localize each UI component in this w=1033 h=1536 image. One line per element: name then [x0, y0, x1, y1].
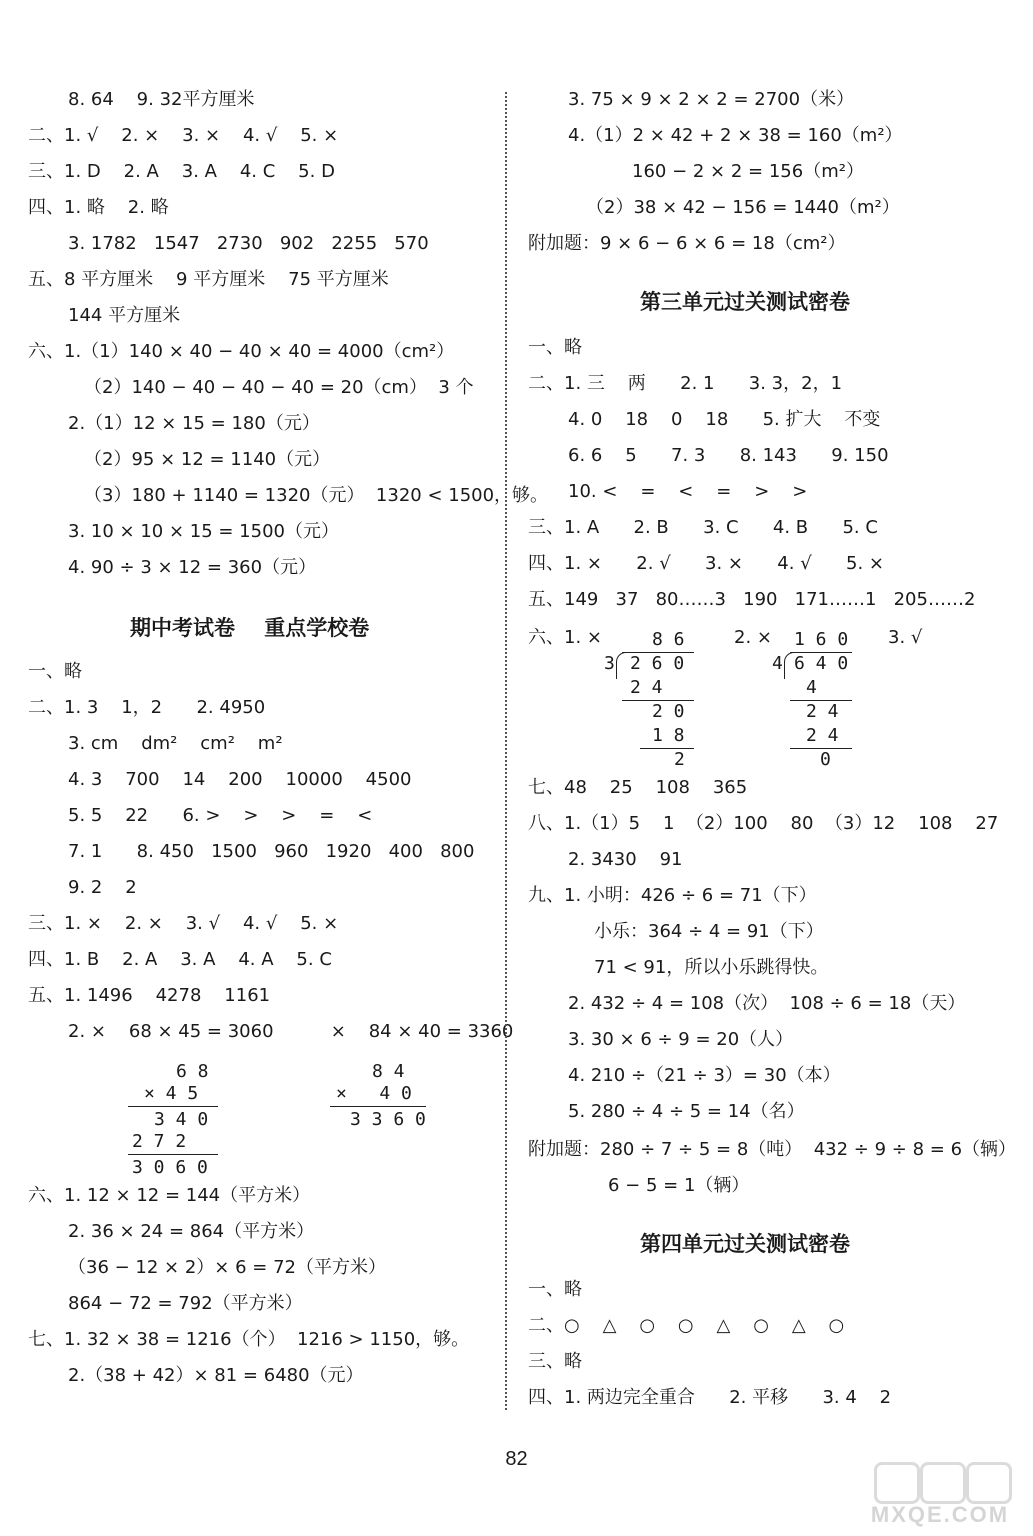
left-line-30: 七、1. 32 × 38 = 1216（个） 1216 > 1150，够。 — [28, 1329, 470, 1350]
div1-sub-2: 1 8 — [652, 725, 685, 746]
right-line-8: 4. 0 18 0 18 5. 扩大 不变 — [568, 409, 881, 430]
right-line-26: 6 − 5 = 1（辆） — [608, 1175, 750, 1196]
right-line-14c: 3. √ — [888, 627, 923, 648]
page-number: 82 — [505, 1448, 528, 1470]
left-line-19: 5. 5 22 6. > > > = < — [68, 805, 373, 826]
right-line-27: 一、略 — [528, 1279, 582, 1300]
div1-divisor: 3 — [604, 653, 615, 674]
right-line-15: 七、48 25 108 365 — [528, 777, 748, 798]
left-line-16: 二、1. 3 1，2 2. 4950 — [28, 697, 266, 718]
div1-remainder: 2 — [674, 749, 685, 770]
left-line-8: 六、1.（1）140 × 40 − 40 × 40 = 4000（cm²） — [28, 341, 455, 362]
div1-quotient: 8 6 — [652, 629, 685, 650]
section-heading-unit3: 第三单元过关测试密卷 — [640, 290, 850, 314]
left-line-9: （2）140 − 40 − 40 − 40 = 20（cm） 3 个 — [84, 377, 474, 398]
left-line-29: 864 − 72 = 792（平方米） — [68, 1293, 303, 1314]
vm1-row-1: 6 8 — [176, 1061, 209, 1082]
left-line-5: 3. 1782 1547 2730 902 2255 570 — [68, 233, 429, 254]
right-line-22: 3. 30 × 6 ÷ 9 = 20（人） — [568, 1029, 794, 1050]
left-line-17: 3. cm dm² cm² m² — [68, 733, 283, 754]
vm1-line-2 — [128, 1154, 218, 1155]
left-line-22: 三、1. × 2. × 3. √ 4. √ 5. × — [28, 913, 339, 934]
right-line-3: 160 − 2 × 2 = 156（m²） — [632, 161, 864, 182]
right-line-17: 2. 3430 91 — [568, 849, 683, 870]
right-line-28: 二、○ △ ○ ○ △ ○ △ ○ — [528, 1315, 845, 1336]
right-line-2: 4.（1）2 × 42 + 2 × 38 = 160（m²） — [568, 125, 903, 146]
div2-rest-1: 2 4 — [806, 701, 839, 722]
left-line-20: 7. 1 8. 450 1500 960 1920 400 800 — [68, 841, 475, 862]
right-line-6: 一、略 — [528, 337, 582, 358]
vm1-row-5: 3 0 6 0 — [132, 1157, 208, 1178]
left-line-24: 五、1. 1496 4278 1161 — [28, 985, 271, 1006]
div2-quotient: 1 6 0 — [794, 629, 849, 650]
right-line-23: 4. 210 ÷（21 ÷ 3）= 30（本） — [568, 1065, 841, 1086]
right-line-1: 3. 75 × 9 × 2 × 2 = 2700（米） — [568, 89, 855, 110]
right-line-10: 10. < = < = > > — [568, 481, 808, 502]
left-line-6: 五、8 平方厘米 9 平方厘米 75 平方厘米 — [28, 269, 389, 290]
right-line-7: 二、1. 三 两 2. 1 3. 3，2，1 — [528, 373, 843, 394]
column-divider — [505, 92, 507, 1410]
right-line-20: 71 < 91，所以小乐跳得快。 — [594, 957, 829, 978]
left-line-26: 六、1. 12 × 12 = 144（平方米） — [28, 1185, 311, 1206]
right-line-21: 2. 432 ÷ 4 = 108（次） 108 ÷ 6 = 18（天） — [568, 993, 966, 1014]
right-line-11: 三、1. A 2. B 3. C 4. B 5. C — [528, 517, 878, 538]
right-line-25: 附加题：280 ÷ 7 ÷ 5 = 8（吨） 432 ÷ 9 ÷ 8 = 6（辆） — [528, 1139, 1017, 1160]
right-line-5: 附加题：9 × 6 − 6 × 6 = 18（cm²） — [528, 233, 846, 254]
div1-dividend: 2 6 0 — [630, 653, 685, 674]
watermark-box-2 — [920, 1462, 966, 1504]
vm2-row-3: 3 3 6 0 — [350, 1109, 426, 1130]
left-line-13: 3. 10 × 10 × 15 = 1500（元） — [68, 521, 339, 542]
right-line-14: 六、1. × — [528, 627, 602, 648]
right-line-4: （2）38 × 42 − 156 = 1440（m²） — [586, 197, 900, 218]
div1-bracket — [616, 652, 627, 679]
watermark-box-1 — [874, 1462, 920, 1504]
div2-sub-2: 2 4 — [806, 725, 839, 746]
left-line-23: 四、1. B 2. A 3. A 4. A 5. C — [28, 949, 332, 970]
watermark-box-3 — [966, 1462, 1012, 1504]
left-line-11: （2）95 × 12 = 1140（元） — [84, 449, 331, 470]
vm2-row-1: 8 4 — [372, 1061, 405, 1082]
left-line-25: 2. × 68 × 45 = 3060 × 84 × 40 = 3360 — [68, 1021, 514, 1042]
left-line-7: 144 平方厘米 — [68, 305, 181, 326]
div1-sub-1: 2 4 — [630, 677, 663, 698]
div2-dividend: 6 4 0 — [794, 653, 849, 674]
vm2-line-1 — [330, 1106, 426, 1107]
right-line-19: 小乐：364 ÷ 4 = 91（下） — [594, 921, 824, 942]
vm1-row-2: × 4 5 — [144, 1083, 199, 1104]
vm1-row-3: 3 4 0 — [154, 1109, 209, 1130]
left-line-2: 二、1. √ 2. × 3. × 4. √ 5. × — [28, 125, 339, 146]
left-line-14: 4. 90 ÷ 3 × 12 = 360（元） — [68, 557, 317, 578]
left-line-31: 2.（38 + 42）× 81 = 6480（元） — [68, 1365, 364, 1386]
section-heading-unit4: 第四单元过关测试密卷 — [640, 1232, 850, 1256]
div1-rest-1: 2 0 — [652, 701, 685, 722]
right-line-30: 四、1. 两边完全重合 2. 平移 3. 4 2 — [528, 1387, 892, 1408]
right-line-24: 5. 280 ÷ 4 ÷ 5 = 14（名） — [568, 1101, 805, 1122]
left-line-4: 四、1. 略 2. 略 — [28, 197, 169, 218]
left-line-15: 一、略 — [28, 661, 82, 682]
div2-sub-1: 4 — [806, 677, 817, 698]
right-line-29: 三、略 — [528, 1351, 582, 1372]
div2-divisor: 4 — [772, 653, 783, 674]
left-line-10: 2.（1）12 × 15 = 180（元） — [68, 413, 320, 434]
watermark-text: MXQE.COM — [870, 1502, 1010, 1527]
left-line-1: 8. 64 9. 32平方厘米 — [68, 89, 255, 110]
right-line-9: 6. 6 5 7. 3 8. 143 9. 150 — [568, 445, 889, 466]
left-line-21: 9. 2 2 — [68, 877, 137, 898]
right-line-12: 四、1. × 2. √ 3. × 4. √ 5. × — [528, 553, 884, 574]
left-line-3: 三、1. D 2. A 3. A 4. C 5. D — [28, 161, 335, 182]
vm1-line-1 — [128, 1106, 218, 1107]
right-line-13: 五、149 37 80……3 190 171……1 205……2 — [528, 589, 976, 610]
left-line-27: 2. 36 × 24 = 864（平方米） — [68, 1221, 315, 1242]
div1-line-2 — [640, 748, 694, 749]
right-line-18: 九、1. 小明：426 ÷ 6 = 71（下） — [528, 885, 817, 906]
left-line-12: （3）180 + 1140 = 1320（元） 1320 < 1500，够。 — [84, 485, 549, 506]
section-heading-midterm: 期中考试卷 重点学校卷 — [130, 616, 370, 640]
div2-remainder: 0 — [820, 749, 831, 770]
right-line-14b: 2. × — [734, 627, 772, 648]
right-line-16: 八、1.（1）5 1 （2）100 80 （3）12 108 27 — [528, 813, 999, 834]
vm1-row-4: 2 7 2 — [132, 1131, 187, 1152]
vm2-row-2: × 4 0 — [336, 1083, 412, 1104]
left-line-18: 4. 3 700 14 200 10000 4500 — [68, 769, 412, 790]
left-line-28: （36 − 12 × 2）× 6 = 72（平方米） — [68, 1257, 386, 1278]
watermark-logo — [860, 1458, 1020, 1530]
